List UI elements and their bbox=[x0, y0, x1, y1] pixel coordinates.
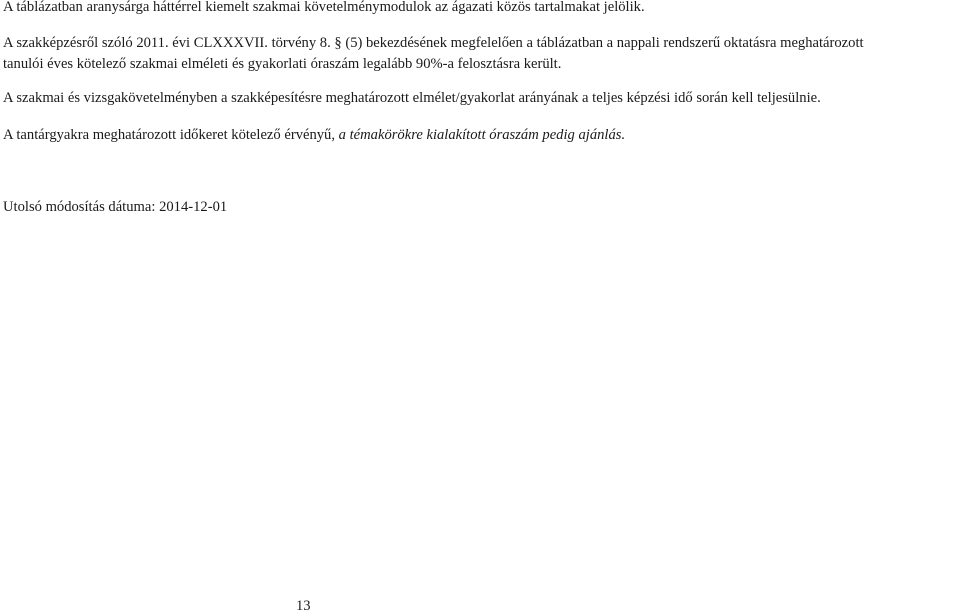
highlight-note-paragraph: A táblázatban aranysárga háttérrel kiemelt szakmai követelménymodulok az ágazati közös tartalmakat jelölik. bbox=[3, 0, 645, 15]
law-reference-line-2: tanulói éves kötelező szakmai elméleti és gyakorlati óraszám legalább 90%-a felosztásra került. bbox=[3, 56, 562, 72]
law-reference-line-1: A szakképzésről szóló 2011. évi CLXXXVII. törvény 8. § (5) bekezdésének megfelelően a táblázatban a nappali rendszerű oktatásra meghatározott bbox=[3, 35, 864, 51]
timeframe-normal-text: A tantárgyakra meghatározott időkeret kötelező érvényű, bbox=[3, 127, 339, 143]
law-reference-paragraph bbox=[3, 33, 958, 75]
timeframe-paragraph bbox=[3, 125, 958, 146]
page-number: 13 bbox=[296, 598, 311, 614]
ratio-note-paragraph: A szakmai és vizsgakövetelményben a szakképesítésre meghatározott elmélet/gyakorlat arányának a teljes képzési idő során kell teljesülnie. bbox=[3, 90, 821, 106]
timeframe-italic-text: a témakörökre kialakított óraszám pedig ajánlás. bbox=[338, 127, 626, 143]
last-modified-paragraph: Utolsó módosítás dátuma: 2014-12-01 bbox=[3, 199, 228, 215]
